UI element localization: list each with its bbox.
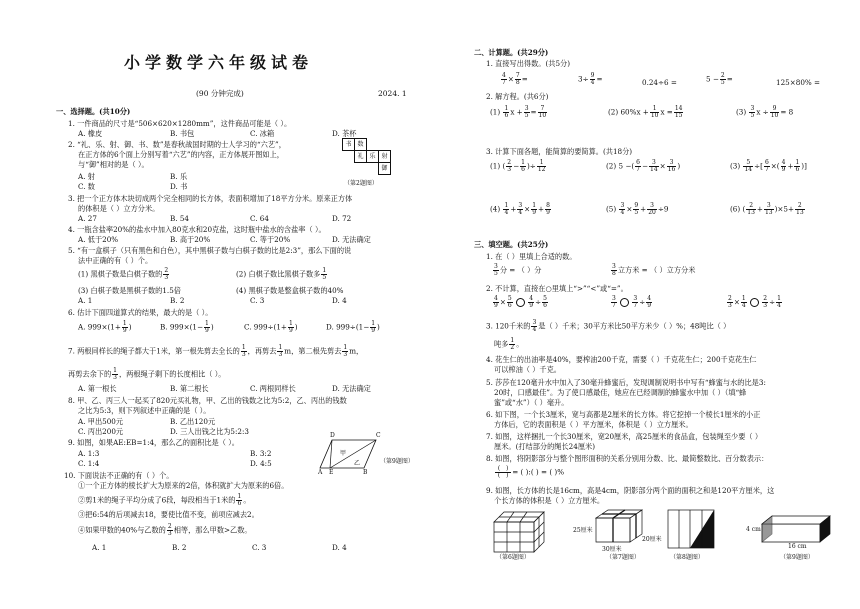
exam-date: 2024. 1 — [378, 89, 407, 98]
fig7-length-label: 30厘米 — [602, 546, 622, 553]
q10-statement-1: ①一个正方体的棱长扩大为原来的2倍，体积就扩大为原来的6倍。 — [78, 481, 289, 490]
q2-option-b: B. 乐 — [170, 172, 188, 181]
q5-option-a: A. 1 — [78, 296, 93, 305]
q7-option-c: C. 两根同样长 — [250, 384, 296, 393]
q10-option-c: C. 3 — [252, 543, 267, 552]
q2-option-d: D. 书 — [170, 182, 188, 191]
q9-option-c: C. 1:4 — [78, 459, 100, 468]
fill-7-line-2: 厘米。(打结部分的绳长24厘米) — [494, 442, 596, 451]
figure-7-box — [590, 506, 650, 546]
fig7-height-label: 25厘米 — [573, 527, 593, 534]
calc-part-1-title: 1. 直接写出得数。(共5分) — [486, 59, 571, 68]
q9-figure-caption: （第9题图） — [380, 458, 414, 465]
q5-statement-2: (2) 白棋子数比黑棋子数多 $\frac{1}{5}$ — [236, 267, 327, 281]
q10-text: 10. 下面说法不正确的有（ ）个。 — [64, 471, 174, 480]
q8-text-2: 之比为5:3，则下列叙述中正确的是（ ）。 — [78, 406, 211, 415]
q1-option-a: A. 橡皮 — [78, 129, 103, 138]
q10-option-a: A. 1 — [92, 543, 107, 552]
calc-3-4: (4) $\frac{1}{4}$ + $\frac{3}{4}$ × $\frac{1}{9}$ + $\frac{8}{9}$ — [490, 202, 550, 216]
fill-4-line-2: 可以榨油（ ）千克。 — [494, 365, 561, 374]
figure-8-shaded-rect — [666, 508, 716, 550]
q9-option-b: B. 3:2 — [250, 449, 272, 458]
fig9-height-label: 4 cm — [746, 526, 761, 533]
net-face-1: 书 — [342, 138, 355, 151]
fill-9-line-2: 个长方体的体积是（ ）立方厘米。 — [494, 496, 605, 505]
q3-option-a: A. 27 — [78, 214, 97, 223]
q3-text-1: 3. 把一个正方体木块切成两个完全相同的长方体，表面积增加了18平方分米。原来正方体 — [68, 194, 353, 203]
equation-2: (2) 60%x + $\frac{1}{10}$ x = $\frac{14}{15}$ — [608, 105, 683, 119]
q8-option-c: C. 丙出200元 — [78, 427, 124, 436]
q1-option-c: C. 冰箱 — [250, 129, 275, 138]
q5-statement-3: (3) 白棋子数是黑棋子数的1.5倍 — [78, 286, 181, 295]
compare-circle-1[interactable] — [516, 298, 525, 307]
right-column — [430, 0, 860, 609]
calc-item-4: 5 − $\frac{2}{5}$ = — [706, 72, 733, 86]
fill-2-text: 2. 不计算，直接在○里填上“>”“<”或“=”。 — [486, 284, 628, 293]
q4-text: 4. 一瓶含盐率20%的盐水中加入80克水和20克盐，这时瓶中盐水的含盐率（ ）。 — [68, 225, 326, 234]
label-jia: 甲 — [340, 450, 347, 457]
label-c: C — [376, 432, 381, 439]
calc-3-5: (5) $\frac{3}{4}$ × $\frac{9}{5}$ + $\frac{3}{20}$ ÷9 — [606, 202, 669, 216]
q6-text: 6. 估计下面四道算式的结果，最大的是（ ）。 — [68, 308, 213, 317]
q7-option-b: B. 第二根长 — [170, 384, 209, 393]
section-2-heading: 二、计算题。(共29分) — [474, 48, 549, 57]
q10-statement-4: ④如果甲数的40%与乙数的 $\frac{2}{3}$ 相等，那么甲数>乙数。 — [78, 523, 252, 537]
label-d: D — [330, 432, 335, 439]
fill-8-line-2: $\frac{( )}{( )}$ = ( ):( ) = ( )% — [496, 465, 565, 479]
equation-1: (1) $\frac{1}{6}$ x + $\frac{3}{5}$ = $\frac{7}{10}$ — [490, 105, 547, 119]
page-title: 小学数学六年级试卷 — [124, 53, 314, 72]
q3-option-c: C. 64 — [250, 214, 269, 223]
q6-option-a: A. 999×(1+ $\frac{1}{9}$ ) — [78, 320, 132, 334]
q8-text-1: 8. 甲、乙、丙三人一起买了820元买礼物，甲、乙出的钱数之比为5:2，乙、丙出的钱数 — [68, 396, 347, 405]
equation-3: (3) $\frac{3}{5}$ x ÷ $\frac{9}{10}$ = 8 — [736, 105, 794, 119]
net-face-5: 射 — [378, 150, 391, 163]
calc-part-3-title: 3. 计算下面各题，能简算的要简算。(共18分) — [486, 147, 633, 156]
label-e: E — [329, 469, 334, 476]
fill-4-line-1: 4. 花生仁的出油率是40%，要榨油200千克，需要（ ）千克花生仁；200千克花生仁 — [486, 355, 757, 364]
q5-text-1: 5. “有一盒棋子（只有黑色和白色），其中黑棋子数与白棋子数的比是2:3”，那么下面的说 — [68, 246, 352, 255]
q1-text: 1. 一件商品的尺寸是“506×620×1280mm”，这件商品可能是（ ）。 — [68, 119, 292, 128]
fill-6-line-1: 6. 如下图，一个长3厘米，宽与高都是2厘米的长方体。将它挖掉一个棱长1厘米的小正 — [486, 410, 761, 419]
calc-item-3: 0.24÷6 = — [642, 78, 677, 87]
q10-statement-3: ③把6:54的后项减去18，要使比值不变，前项应减去2。 — [78, 510, 259, 519]
calc-3-2: (2) 5 −( $\frac{6}{7}$ − $\frac{3}{14}$ × $\frac{3}{16}$ ) — [606, 159, 681, 173]
fill-7-line-1: 7. 如图，这样捆扎一个长30厘米，宽20厘米，高25厘米的食品盒，包装绳至少要（ ） — [486, 432, 763, 441]
q7-text-1: 7. 两根同样长的绳子都大于1米，第一根先剪去全长的 $\frac{1}{3}$ ，再剪去 $\frac{1}{3}$ m，第二根先剪去 $\frac{1}{3}$ m， — [68, 344, 364, 358]
q5-option-c: C. 3 — [250, 296, 265, 305]
fill-8-line-1: 8. 如图，将阴影部分与整个图形面积的关系分别用分数、比、最简整数比、百分数表示： — [486, 454, 769, 463]
calc-part-2-title: 2. 解方程。(共6分) — [486, 92, 549, 101]
fill-9-line-1: 9. 如图，长方体的长是16cm，高是4cm，阴影部分两个面的面积之和是120平方厘米，这 — [486, 486, 775, 495]
parallelogram-drawing — [318, 436, 380, 474]
cube-net-figure — [342, 138, 412, 188]
section-1-heading: 一、选择题。(共10分) — [56, 107, 131, 116]
net-face-3: 礼 — [354, 150, 367, 163]
q4-option-d: D. 无法确定 — [332, 235, 371, 244]
q8-option-b: B. 乙出120元 — [170, 417, 216, 426]
q4-option-c: C. 等于20% — [250, 235, 291, 244]
q2-text-3: 与“御”相对的是（ ）。 — [78, 160, 149, 169]
compare-circle-3[interactable] — [750, 298, 759, 307]
figure-9-caption: （第9题图） — [780, 554, 814, 561]
compare-3: $\frac{2}{3}$ × $\frac{1}{4}$ $\frac{2}{3}$ ÷ $\frac{1}{4}$ — [728, 295, 781, 309]
q7-option-a: A. 第一根长 — [78, 384, 117, 393]
q2-option-a: A. 射 — [78, 172, 95, 181]
q2-text-1: 2. “礼、乐、射、御、书、数”是春秋战国时期的士人学习的“六艺”， — [68, 140, 286, 149]
fill-6-line-2: 方体后，它的表面积是（ ）平方厘米，体积是（ ）立方厘米。 — [494, 420, 693, 429]
q3-option-d: D. 72 — [332, 214, 352, 223]
label-b: B — [363, 469, 368, 476]
fill-5-line-2: 20时，口感最佳”。为了使口感最佳，她应在已经调制的蜂蜜水中加（ ）（填“蜂 — [494, 388, 747, 397]
fig9-length-label: 16 cm — [788, 543, 807, 550]
calc-3-6: (6) ( $\frac{2}{13}$ + $\frac{3}{13}$ )×5+ $\frac{2}{13}$ — [730, 202, 804, 216]
q5-option-d: D. 4 — [332, 296, 347, 305]
calc-item-2: 3÷ $\frac{9}{4}$ = — [578, 72, 603, 86]
q2-option-c: C. 数 — [78, 182, 95, 191]
fig7-width-label: 20厘米 — [642, 536, 662, 543]
calc-item-1: $\frac{4}{7}$ × $\frac{7}{8}$ = — [502, 72, 528, 86]
q5-statement-4: (4) 黑棋子数是整盒棋子数的40% — [236, 286, 344, 295]
fill-3-line-1: 3. 120千米的 $\frac{3}{4}$ 是（ ）千米；30平方米比50平方米少（ ）%；48吨比（ ） — [486, 319, 731, 333]
parallelogram-figure — [318, 434, 418, 484]
q6-option-d: D. 999÷(1− $\frac{1}{9}$ ) — [326, 320, 380, 334]
q1-option-b: B. 书包 — [170, 129, 195, 138]
q8-option-a: A. 甲出500元 — [78, 417, 124, 426]
fill-1-text: 1. 在（ ）里填上合适的数。 — [486, 252, 577, 261]
q9-text: 9. 如图，如果AE:EB=1:4，那么乙的面积比是（ ）。 — [68, 438, 239, 447]
q9-option-a: A. 1:3 — [78, 449, 100, 458]
q10-option-d: D. 4 — [332, 543, 347, 552]
q3-option-b: B. 54 — [170, 214, 189, 223]
q4-option-a: A. 低于20% — [78, 235, 119, 244]
fill-5-line-1: 5. 莎莎在120毫升水中加入了30毫升蜂蜜后，发现调制说明书中写有“蜂蜜与水的比是3: — [486, 378, 766, 387]
figure-7-caption: （第7题图） — [606, 554, 640, 561]
q6-option-b: B. 999×(1− $\frac{1}{9}$ ) — [160, 320, 214, 334]
q5-text-2: 法中正确的有（ ）个。 — [78, 256, 153, 265]
exam-duration: (90 分钟完成) — [196, 89, 244, 98]
net-face-2: 数 — [354, 138, 367, 151]
compare-circle-2[interactable] — [620, 298, 629, 307]
label-a: A — [318, 469, 323, 476]
q10-option-b: B. 2 — [172, 543, 187, 552]
label-yi: 乙 — [354, 460, 361, 467]
q10-statement-2: ②剪1米的绳子平均分成了6段，每段相当于1米的 $\frac{1}{6}$ 。 — [78, 493, 251, 507]
calc-3-1: (1) ( $\frac{2}{3}$ − $\frac{1}{6}$ )÷ $\frac{1}{12}$ — [490, 159, 546, 173]
calc-3-3: (3) $\frac{5}{14}$ ÷[ $\frac{6}{7}$ ×( $\frac{4}{9}$ + $\frac{1}{6}$ )] — [730, 159, 807, 173]
fill-1a: $\frac{3}{5}$ 分 = （ ）分 — [494, 263, 542, 277]
q9-option-d: D. 4:5 — [250, 459, 272, 468]
compare-1: $\frac{4}{9}$ × $\frac{5}{6}$ $\frac{4}{9}$ ÷ $\frac{5}{6}$ — [494, 295, 547, 309]
q5-statement-1: (1) 黑棋子数是白棋子数的 $\frac{2}{3}$ — [78, 267, 169, 281]
q7-option-d: D. 无法确定 — [332, 384, 371, 393]
q3-text-2: 的体积是（ ）立方分米。 — [78, 204, 160, 213]
figure-6-cuboid — [490, 508, 550, 554]
section-3-heading: 三、填空题。(共25分) — [474, 240, 549, 249]
net-face-6: 御 — [378, 162, 391, 175]
figure-9-cuboid — [756, 512, 836, 546]
q1-option-d: D. 茶杯 — [332, 129, 357, 138]
fill-1b: $\frac{3}{8}$ 立方米 = （ ）立方分米 — [612, 263, 696, 277]
q5-option-b: B. 2 — [170, 296, 185, 305]
q7-text-2: 再剪去余下的 $\frac{1}{3}$ ，两根绳子剩下的长度相比（ ）。 — [68, 367, 226, 381]
fill-3-line-2: 吨多 $\frac{1}{2}$ 。 — [494, 337, 524, 351]
figure-6-caption: （第6题图） — [496, 554, 530, 561]
figure-8-caption: （第8题图） — [670, 554, 704, 561]
compare-2: $\frac{3}{7}$ $\frac{3}{7}$ ÷ $\frac{4}{9}$ — [612, 295, 652, 309]
fill-5-line-3: 蜜”或“水”）（ ）毫升。 — [494, 398, 569, 407]
q4-option-b: B. 高于20% — [170, 235, 211, 244]
q6-option-c: C. 999÷(1+ $\frac{1}{9}$ ) — [244, 320, 298, 334]
net-face-4: 乐 — [366, 150, 379, 163]
q2-text-2: 在正方体的6个面上分别写着“六艺”的内容，正方体展开图如上， — [78, 150, 284, 159]
calc-item-5: 125×80% = — [776, 78, 821, 87]
q8-option-d: D. 三人出钱之比为5:2:3 — [170, 427, 249, 436]
q2-figure-caption: （第2题图） — [344, 180, 378, 187]
